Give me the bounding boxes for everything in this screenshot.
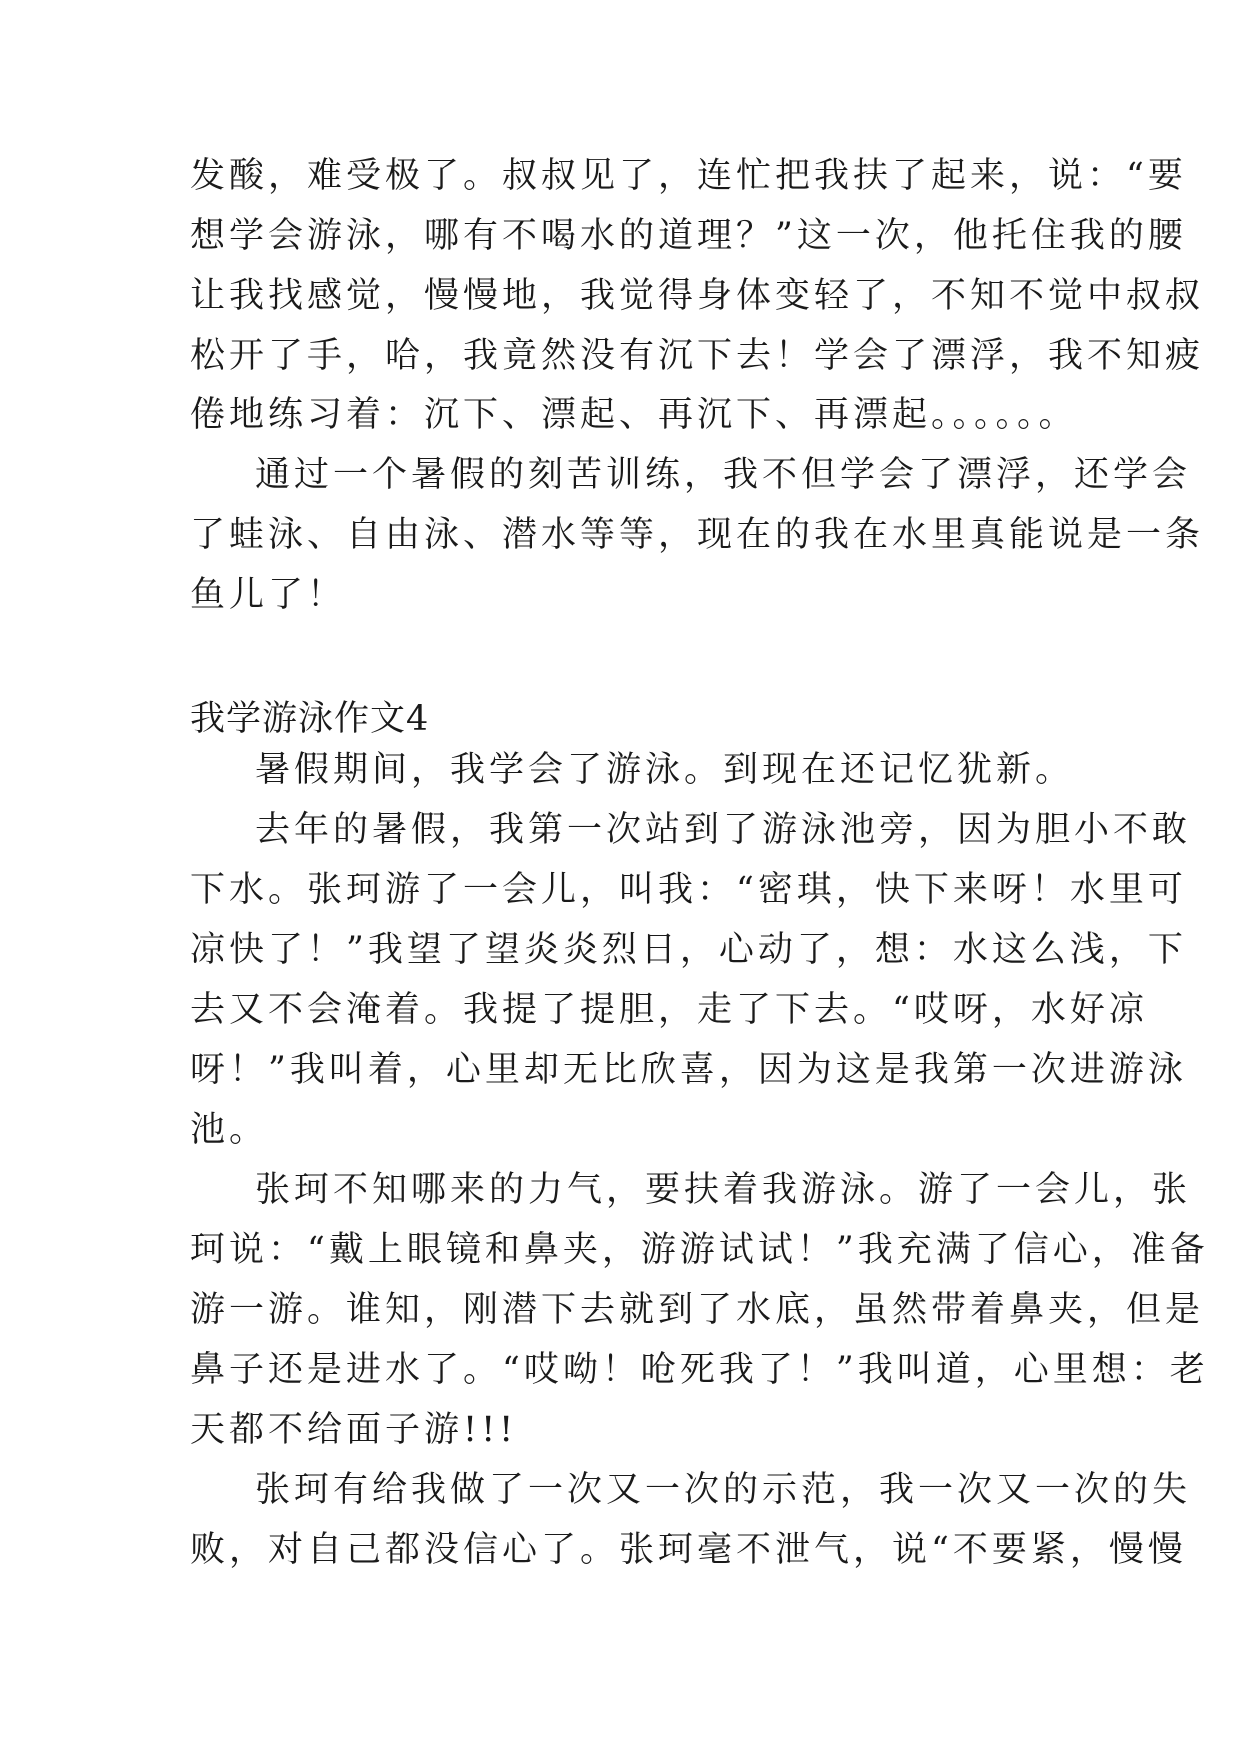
text-line: 鼻子还是进水了。“哎呦！呛死我了！”我叫道，心里想：老 [190,1350,1209,1390]
text-line: 凉快了！”我望了望炎炎烈日，心动了，想：水这么浅，下 [190,930,1187,970]
text-line: 鱼儿了！ [190,575,347,615]
text-line: 珂说：“戴上眼镜和鼻夹，游游试试！”我充满了信心，准备 [190,1230,1209,1270]
text-line: 呀！”我叫着，心里却无比欣喜，因为这是我第一次进游泳 [190,1050,1187,1090]
paragraph-first-line: 通过一个暑假的刻苦训练，我不但学会了漂浮，还学会 [255,455,1192,495]
text-line: 想学会游泳，哪有不喝水的道理？”这一次，他托住我的腰 [190,216,1187,256]
text-line: 发酸，难受极了。叔叔见了，连忙把我扶了起来，说：“要 [190,156,1187,196]
paragraph-first-line: 张珂不知哪来的力气，要扶着我游泳。游了一会儿，张 [255,1170,1192,1210]
paragraph-first-line: 张珂有给我做了一次又一次的示范，我一次又一次的失 [255,1470,1192,1510]
paragraph-first-line: 暑假期间，我学会了游泳。到现在还记忆犹新。 [255,750,1075,790]
text-line: 天都不给面子游!!! [190,1410,518,1450]
paragraph-first-line: 去年的暑假，我第一次站到了游泳池旁，因为胆小不敢 [255,810,1192,850]
text-line: 池。 [190,1110,269,1150]
text-line: 倦地练习着：沉下、漂起、再沉下、再漂起。。。。。。 [190,395,1078,435]
text-line: 去又不会淹着。我提了提胆，走了下去。“哎呀，水好凉 [190,990,1148,1030]
text-line: 游一游。谁知，刚潜下去就到了水底，虽然带着鼻夹，但是 [190,1290,1205,1330]
text-line: 让我找感觉，慢慢地，我觉得身体变轻了，不知不觉中叔叔 [190,276,1205,316]
text-line: 下水。张珂游了一会儿，叫我：“密琪，快下来呀！水里可 [190,870,1187,910]
section-title: 我学游泳作文4 [190,699,430,739]
text-line: 松开了手，哈，我竟然没有沉下去！学会了漂浮，我不知疲 [190,336,1205,376]
text-line: 败，对自己都没信心了。张珂毫不泄气，说“不要紧，慢慢 [190,1530,1187,1570]
text-line: 了蛙泳、自由泳、潜水等等，现在的我在水里真能说是一条 [190,515,1205,555]
